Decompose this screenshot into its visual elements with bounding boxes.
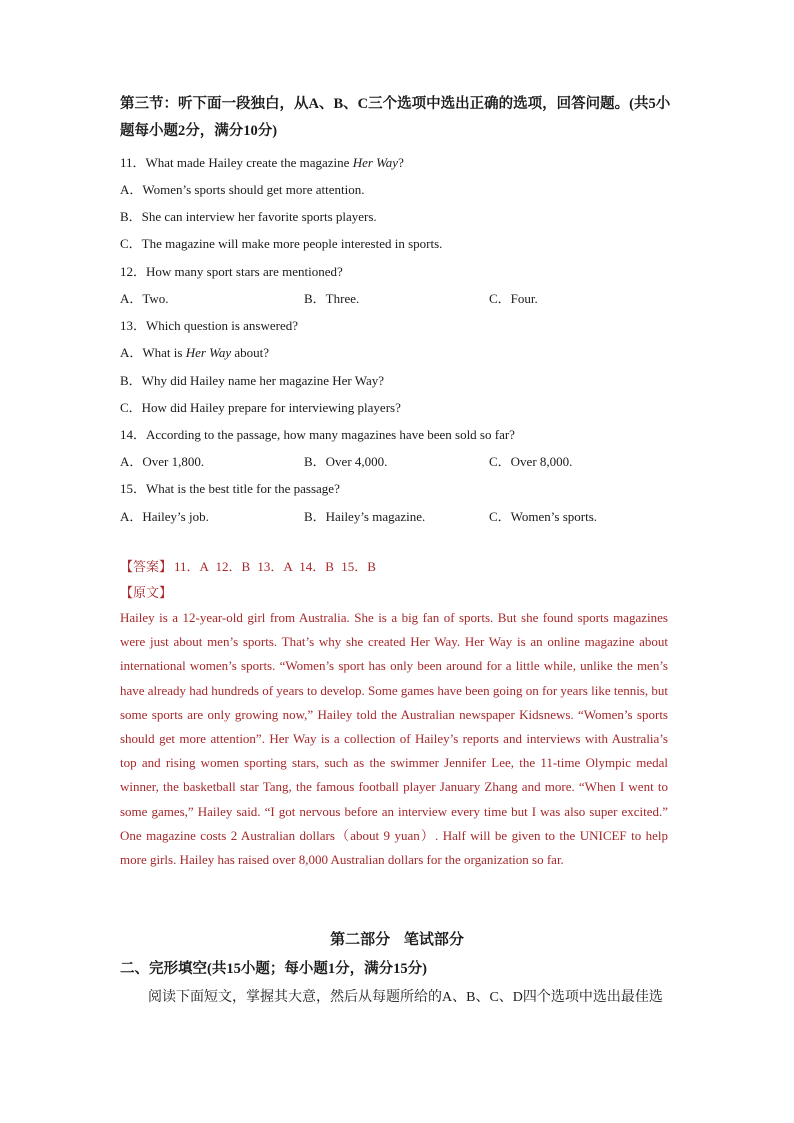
cloze-instructions: 阅读下面短文，掌握其大意，然后从每题所给的A、B、C、D四个选项中选出最佳选: [148, 990, 663, 1005]
q11-option-c: C．The magazine will make more people interested in sports.: [120, 236, 443, 251]
question-11: 11．What made Hailey create the magazine Her Way?: [120, 155, 404, 170]
q11-option-b: B．She can interview her favorite sports players.: [120, 209, 377, 224]
q13-option-c: C．How did Hailey prepare for interviewing players?: [120, 400, 401, 415]
q12-option-b: B．Three.: [304, 291, 360, 306]
q15-option-b: B．Hailey’s magazine.: [304, 509, 426, 524]
question-14: 14．According to the passage, how many magazines have been sold so far?: [120, 427, 515, 442]
answer-values: 11．A 12．B 13．A 14．B 15．B: [174, 559, 376, 574]
q13-option-b: B．Why did Hailey name her magazine Her Way?: [120, 373, 385, 388]
q14-option-c: C．Over 8,000.: [489, 454, 573, 469]
answer-line: [120, 556, 376, 575]
q15-option-a: A．Hailey’s job.: [120, 509, 209, 524]
q11-option-a: A．Women’s sports should get more attention.: [120, 182, 365, 197]
q15-option-c: C．Women’s sports.: [489, 509, 598, 524]
transcript-label: 【原文】: [120, 585, 173, 600]
answer-label: 【答案】: [120, 559, 173, 574]
q12-option-a: A．Two.: [120, 291, 169, 306]
q12-option-c: C．Four.: [489, 291, 538, 306]
transcript-text: Hailey is a 12-year-old girl from Australia. She is a big fan of sports. But she found sports magazines were just about men’s sports. That’s why she created Her Way. Her Way is an online magazine about international women’s sports. “Women’s sport has only been around for a little while, unlike the men’s have already had hundreds of years to develop. Some games have been going on for years like tennis, but some sports are only growing now,” Hailey told the Australian newspaper Kidsnews. “Women’s sports should get more attention”. Her Way is a collection of Hailey’s reports and interviews with Australia’s top and rising women sporting stars, such as the swimmer Jennifer Lee, the 11-time Olympic medal winner, the basketball star Tang, the famous football player January Zhang and more. “When I went to some games,” Hailey said. “I got nervous before an interview every time but I was also super excited.” One magazine costs 2 Australian dollars（about 9 yuan）. Half will be given to the UNICEF to help more girls. Hailey has raised over 8,000 Australian dollars for the organization so far.: [120, 610, 668, 868]
part-2-title: 第二部分 笔试部分: [330, 932, 464, 948]
q14-option-a: A．Over 1,800.: [120, 454, 205, 469]
q13-option-a: A．What is Her Way about?: [120, 345, 269, 360]
q14-option-b: B．Over 4,000.: [304, 454, 388, 469]
question-15: 15．What is the best title for the passage?: [120, 481, 340, 496]
question-12: 12．How many sport stars are mentioned?: [120, 264, 343, 279]
cloze-heading: 二、完形填空(共15小题；每小题1分，满分15分): [120, 961, 427, 977]
section-3-heading: 第三节：听下面一段独白，从A、B、C三个选项中选出正确的选项，回答问题。(共5小题每小题2分，满分10分): [120, 96, 671, 139]
question-13: 13．Which question is answered?: [120, 318, 298, 333]
